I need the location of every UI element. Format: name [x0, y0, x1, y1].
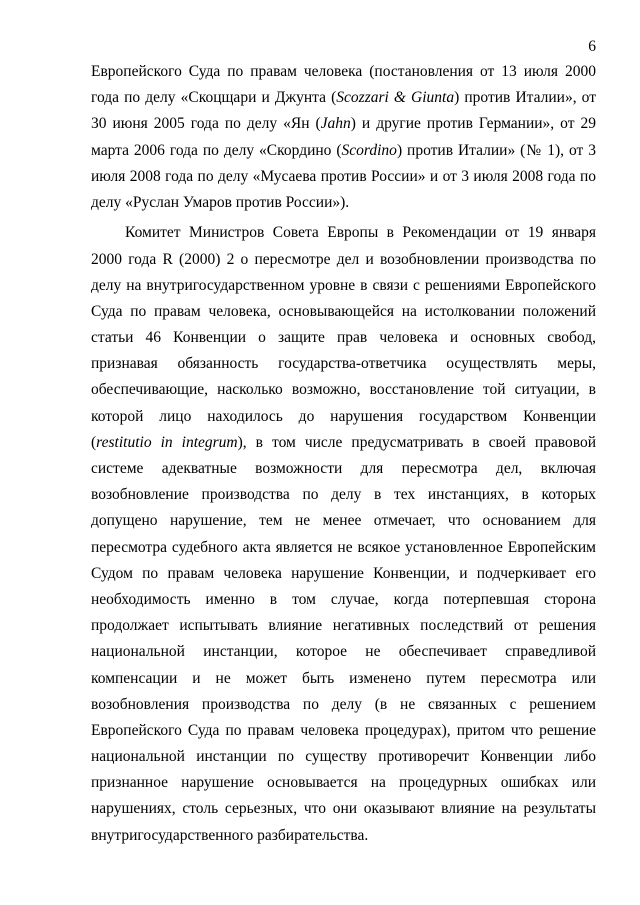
text-line: статьи 46 Конвенции о защите прав человека и основных свобод,: [91, 329, 596, 347]
text-line: [91, 434, 596, 460]
document-body: [91, 63, 596, 853]
text-line: Судом по правам человека нарушение Конвенции, и подчеркивает его: [91, 564, 596, 582]
text-line: компенсации и не может быть изменено путем пересмотра или: [91, 669, 596, 687]
text-segment: ) против Италии», от: [454, 89, 596, 107]
text-line: обеспечивающие, насколько возможно, восстановление той ситуации, в: [91, 381, 596, 399]
text-segment: 30 июня 2005 года по делу «Ян (: [91, 115, 321, 133]
text-line: [91, 115, 596, 141]
text-line: национальной инстанции, которое не обеспечивает справедливой: [91, 643, 596, 661]
text-line: системе адекватные возможности для пересмотра дел, включая: [91, 460, 596, 477]
text-line: возобновление производства по делу в тех инстанциях, в которых: [91, 486, 596, 504]
paragraph-1: [91, 63, 596, 220]
text-line: внутригосударственного разбирательства.: [91, 826, 369, 844]
text-segment: (: [91, 433, 97, 451]
latin-phrase: restitutio in integrum: [96, 433, 238, 451]
text-line: признанное нарушение основывается на процедурных ошибках или: [91, 774, 596, 792]
text-line: национальной инстанции по существу противоречит Конвенции либо: [91, 748, 596, 766]
text-line: необходимость именно в том случае, когда потерпевшая сторона: [91, 590, 596, 608]
text-segment: ), в том числе предусматривать в своей правовой: [237, 433, 596, 451]
text-line: Европейского Суда по правам человека процедурах), притом что решение: [91, 721, 596, 739]
text-segment: года по делу «Скоцщари и Джунта (: [91, 89, 337, 107]
case-name-latin: Jahn: [320, 115, 351, 133]
text-line: которой лицо находилось до нарушения государством Конвенции: [91, 407, 596, 425]
text-segment: марта 2006 года по делу «Скордино (: [91, 141, 342, 159]
text-segment: ) против Италии» (№ 1), от 3: [396, 141, 596, 159]
text-line: Европейского Суда по правам человека (постановления от 13 июля 2000: [91, 63, 596, 80]
case-name-latin: Scozzari & Giunta: [336, 89, 455, 107]
text-line: признавая обязанность государства-ответчика осуществлять меры,: [91, 355, 596, 373]
text-line: возобновления производства по делу (в не связанных с решением: [91, 695, 596, 713]
text-line: июля 2008 года по делу «Мусаева против России» и от 3 июля 2008 года по: [91, 167, 596, 185]
text-line: Суда по правам человека, основывающейся на истолковании положений: [91, 302, 596, 320]
text-line: допущено нарушение, тем не менее отмечает, что основанием для: [91, 512, 596, 530]
text-line: делу «Руслан Умаров против России»).: [91, 193, 350, 211]
case-name-latin: Scordino: [341, 141, 397, 159]
text-line: продолжает испытывать влияние негативных последствий от решения: [91, 617, 596, 635]
text-line: Комитет Министров Совета Европы в Рекомендации от 19 января: [125, 224, 596, 242]
paragraph-2: [91, 224, 596, 853]
text-line: пересмотра судебного акта является не всякое установленное Европейским: [91, 538, 596, 556]
text-line: делу на внутригосударственном уровне в связи с решениями Европейского: [91, 276, 596, 294]
page-number: 6: [588, 38, 596, 55]
text-segment: ) и другие против Германии», от 29: [350, 115, 596, 133]
text-line: нарушениях, столь серьезных, что они оказывают влияние на результаты: [91, 800, 596, 818]
text-line: [91, 89, 596, 115]
text-line: 2000 года R (2000) 2 о пересмотре дел и возобновлении производства по: [91, 250, 596, 268]
text-line: [91, 142, 596, 168]
